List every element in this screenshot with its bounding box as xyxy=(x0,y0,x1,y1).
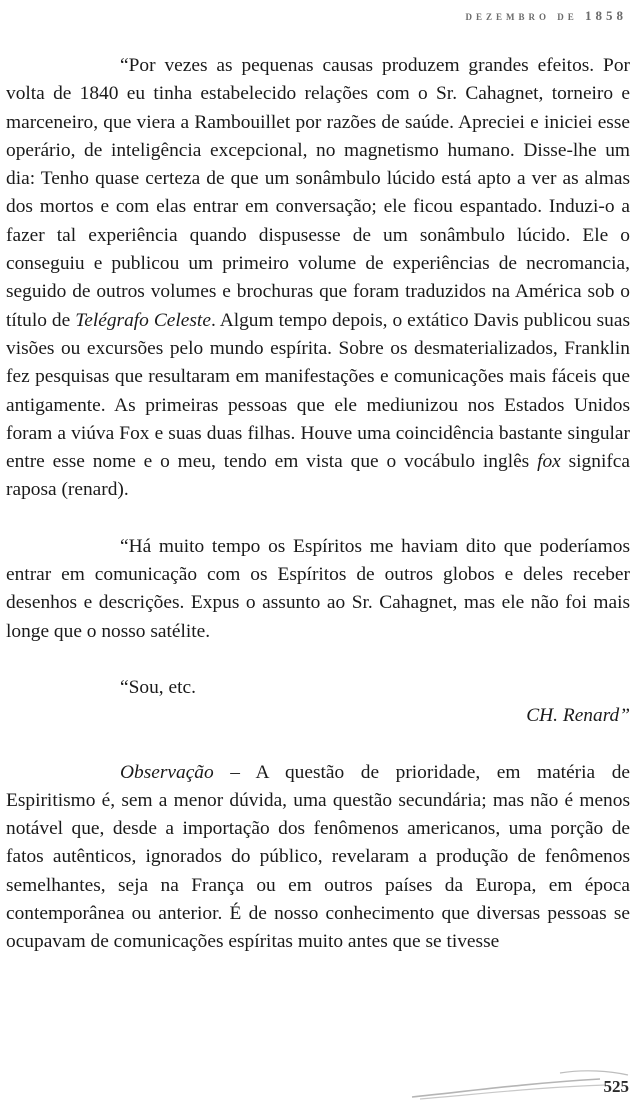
footer-swoosh-ornament xyxy=(410,1061,632,1101)
text-run: . Algum tempo depois, o extático Davis publicou suas visões ou excursões pelo mundo espírita. Sobre os desmaterializados, Franklin fez pesquisas que resultaram em manifestações e comunicações mais fáceis que antigamente. As primeiras pessoas que ele mediunizou nos Estados Unidos foram a viúva Fox e suas duas filhas. Houve uma coincidência bastante singular entre esse nome e o meu, tendo em vista que o vocábulo inglês xyxy=(6,309,631,473)
text-run: signifca raposa (renard). xyxy=(6,451,631,501)
paragraph-letter-1 xyxy=(6,52,630,505)
page-number: 525 xyxy=(603,1077,629,1096)
text-run: “Por vezes as pequenas causas produzem grandes efeitos. Por volta de 1840 eu tinha estabelecido relações com o Sr. Cahagnet, torneiro e marceneiro, que viera a Rambouillet por razões de saúde. Apreciei e iniciei esse operário, de inteligência excepcional, no magnetismo humano. Disse-lhe um dia: Tenho quase certeza de que um sonâmbulo lúcido está apto a ver as almas dos mortos e com elas entrar em conversação; ele ficou espantado. Induzi-o a fazer tal experiência quando dispusesse de um sonâmbulo lúcido. Ele o conseguiu e publicou um primeiro volume de experiências de necromancia, seguido de outros volumes e brochuras que foram traduzidos na América sob o título de xyxy=(6,55,630,331)
page-body xyxy=(6,52,630,957)
running-header: dezembro de 1858 xyxy=(465,8,627,23)
italic-title: Telégrafo Celeste xyxy=(75,309,211,331)
closing-line: “Sou, etc. xyxy=(120,676,196,698)
signature: CH. Renard” xyxy=(526,705,630,727)
text-run: – A questão de prioridade, em matéria de Espiritismo é, sem a menor dúvida, uma questão secundária; mas não é menos notável que, desde a importação dos fenômenos americanos, uma porção de fatos autênticos, ignorados do público, revelaram a produção de fenômenos semelhantes, seja na França ou em outros países da Europa, em época contemporânea ou anterior. É de nosso conhecimento que diversas pessoas se ocupavam de comunicações espíritas muito antes que se tivesse xyxy=(6,761,630,953)
italic-word: fox xyxy=(537,451,561,473)
observation-label: Observação xyxy=(120,761,214,783)
paragraph-letter-2: “Há muito tempo os Espíritos me haviam dito que poderíamos entrar em comunicação com os Espíritos de outros globos e deles receber desenhos e descrições. Expus o assunto ao Sr. Cahagnet, mas ele não foi mais longe que o nosso satélite. xyxy=(6,535,630,642)
paragraph-observation xyxy=(6,759,630,957)
